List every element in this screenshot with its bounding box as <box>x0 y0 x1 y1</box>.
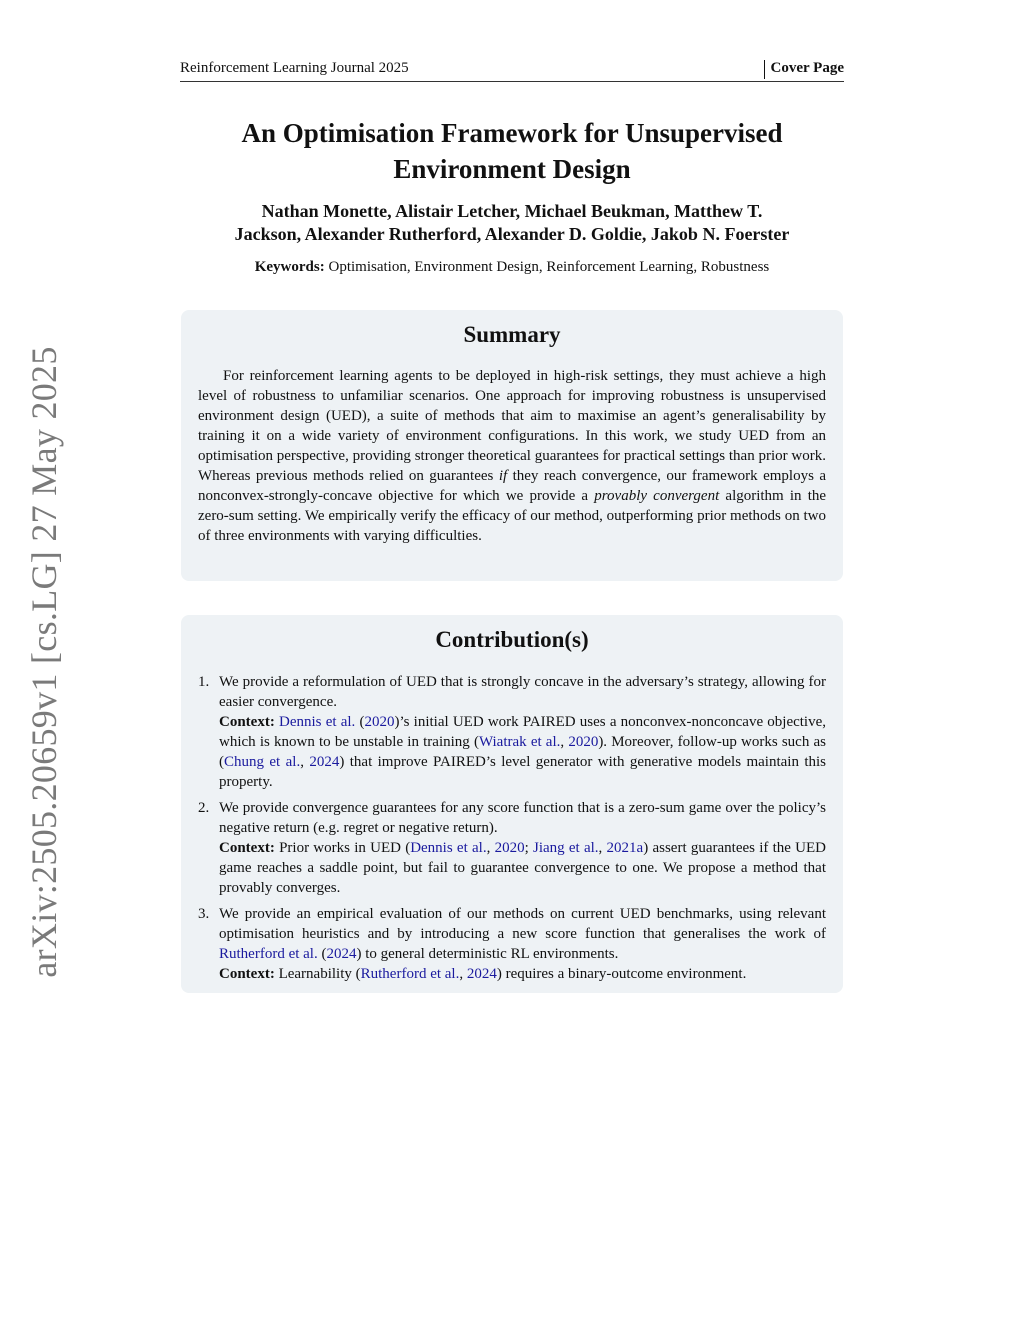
citation-link[interactable]: Dennis et al. <box>279 714 356 730</box>
section-label: Cover Page <box>764 60 844 79</box>
contributions-list <box>198 672 826 984</box>
context-label: Context: <box>219 714 275 730</box>
citation-year-link[interactable]: 2020 <box>568 734 599 750</box>
contributions-heading: Contribution(s) <box>435 627 589 652</box>
citation-link[interactable]: Dennis et al. <box>410 840 487 856</box>
contributions-box <box>181 615 843 993</box>
journal-name: Reinforcement Learning Journal 2025 <box>180 60 409 76</box>
contribution-item-3: 3. We provide an empirical evaluation of our methods on current UED benchmarks, using relevant optimisation heuristics and by introducing a new score function that generalises the work of Rutherford et al. (2024) to general deterministic RL environments. Context: Learnability (Rutherford et al., 2024) requires a binary-outcome environment. <box>198 906 826 982</box>
item-number: 2. <box>198 800 210 816</box>
citation-link[interactable]: Rutherford et al. <box>219 946 318 962</box>
context-text: Prior works in UED ( <box>274 840 411 856</box>
keywords-text: Optimisation, Environment Design, Reinforcement Learning, Robustness <box>328 259 770 275</box>
context-label: Context: <box>219 840 275 856</box>
summary-text-3: algorithm in the zero-sum setting. We empirically verify the efficacy of our method, outperforming prior methods on two of three environments with varying difficulties. <box>198 488 827 544</box>
citation-year-link[interactable]: 2020 <box>364 714 395 730</box>
keywords-line <box>180 259 844 276</box>
citation-link[interactable]: Jiang et al. <box>533 840 599 856</box>
contribution-text: ) to general deterministic RL environments. <box>356 946 619 962</box>
context-text: ) requires a binary-outcome environment. <box>496 966 747 982</box>
keywords-label: Keywords: <box>254 259 325 275</box>
citation-year-link[interactable]: 2020 <box>494 840 525 856</box>
citation-year-link[interactable]: 2024 <box>466 966 497 982</box>
author-list <box>180 200 844 246</box>
contribution-item-2: 2. We provide convergence guarantees for any score function that is a zero-sum game over the policy’s negative return (e.g. regret or negative return). Context: Prior works in UED (Dennis et al., 2020; Jiang et al., 2021a) assert guarantees if the UED game reaches a saddle point, but fail to guarantee convergence to one. We propose a method that provably converges. <box>198 800 827 896</box>
citation-year-link[interactable]: 2024 <box>309 754 340 770</box>
item-number: 3. <box>198 906 210 922</box>
authors-line-1: Nathan Monette, Alistair Letcher, Michael Beukman, Matthew T. <box>261 201 763 221</box>
summary-text-1: For reinforcement learning agents to be deployed in high-risk settings, they must achieve a high level of robustness to unfamiliar scenarios. One approach for improving robustness is unsupervised environment design (UED), a suite of methods that aim to maximise an agent’s generalisability by training it on a wide variety of environment configurations. In this work, we study UED from an optimisation perspective, providing stronger theoretical guarantees for practical settings than prior work. Whereas previous methods relied on guarantees <box>198 368 826 484</box>
citation-link[interactable]: Wiatrak et al. <box>478 734 561 750</box>
context-label: Context: <box>219 966 275 982</box>
title-line-1: An Optimisation Framework for Unsupervised <box>241 118 783 148</box>
title-line-2: Environment Design <box>393 154 631 184</box>
arxiv-identifier-stamp: arXiv:2505.20659v1 [cs.LG] 27 May 2025 <box>24 346 64 978</box>
contribution-text: We provide an empirical evaluation of our methods on current UED benchmarks, using relevant optimisation heuristics and by introducing a new score function that generalises the work of <box>219 906 826 942</box>
citation-link[interactable]: Rutherford et al. <box>360 966 460 982</box>
citation-year-link[interactable]: 2021a <box>606 840 644 856</box>
context-text: )’s initial UED work PAIRED uses a nonconvex-nonconcave objective, which is known to be unstable in training ( <box>219 714 827 750</box>
summary-text-2: they reach convergence, our framework employs a nonconvex-strongly-concave objective for which we provide a <box>198 468 827 504</box>
running-header <box>180 59 844 82</box>
contribution-text: We provide convergence guarantees for any score function that is a zero-sum game over the policy’s negative return (e.g. regret or negative return). <box>219 800 826 836</box>
context-text: ) that improve PAIRED’s level generator with generative models maintain this property. <box>219 754 827 790</box>
summary-paragraph <box>198 366 826 546</box>
contribution-item-1: 1. We provide a reformulation of UED that is strongly concave in the adversary’s strategy, allowing for easier convergence. Context: Dennis et al. (2020)’s initial UED work PAIRED uses a nonconvex-nonconcave objective, which is known to be unstable in training (Wiatrak et al., 2020). Moreover, follow-up works such as (Chung et al., 2024) that improve PAIRED’s level generator with generative models maintain this property. <box>198 674 827 790</box>
summary-emphasis-if: if <box>498 468 508 484</box>
authors-line-2: Jackson, Alexander Rutherford, Alexander D. Goldie, Jakob N. Foerster <box>234 224 790 244</box>
paper-title <box>180 115 844 187</box>
citation-year-link[interactable]: 2024 <box>326 946 357 962</box>
item-number: 1. <box>198 674 210 690</box>
context-text: ). Moreover, follow-up works such as ( <box>219 734 826 770</box>
context-text: ) assert guarantees if the UED game reaches a saddle point, but fail to guarantee convergence to one. We propose a method that provably converges. <box>219 840 827 896</box>
summary-box <box>181 310 843 581</box>
summary-heading: Summary <box>463 322 561 347</box>
summary-emphasis-provably: provably convergent <box>594 488 720 504</box>
citation-link[interactable]: Chung et al. <box>224 754 301 770</box>
contribution-text: We provide a reformulation of UED that is strongly concave in the adversary’s strategy, allowing for easier convergence. <box>219 674 826 710</box>
context-text: Learnability ( <box>274 966 361 982</box>
